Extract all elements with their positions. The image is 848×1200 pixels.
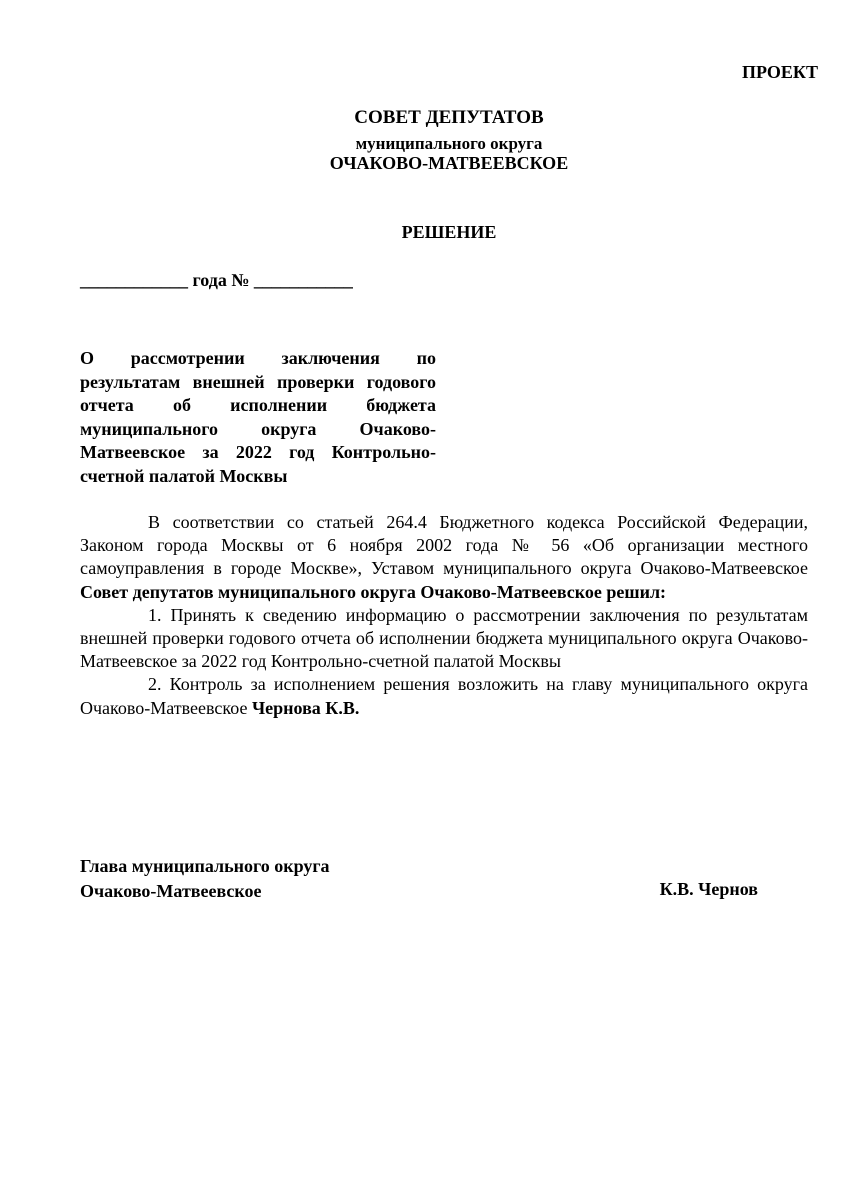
signature-name: К.В. Чернов xyxy=(659,879,758,899)
date-number-line: ____________ года № ___________ xyxy=(80,270,353,290)
document-type: РЕШЕНИЕ xyxy=(401,222,497,242)
signature-title xyxy=(80,854,330,904)
signature-title-line2: Очаково-Матвеевское xyxy=(80,881,262,901)
council-title: СОВЕТ ДЕПУТАТОВ xyxy=(354,107,544,128)
decision-body xyxy=(80,511,808,720)
preamble-paragraph xyxy=(80,511,808,604)
item-2-responsible: Чернова К.В. xyxy=(251,697,360,718)
item-2-text: 2. Контроль за исполнением решения возложить на главу муниципального округа Очаково-Матвеевское xyxy=(80,674,808,718)
signature-title-line1: Глава муниципального округа xyxy=(80,856,330,876)
preamble-text: В соответствии со статьей 264.4 Бюджетного кодекса Российской Федерации, Законом города Москвы от 6 ноября 2002 года № 56 «Об организации местного самоуправления в городе Москве», Уставом муниципального округа Очаково-Матвеевское xyxy=(80,512,808,579)
okrug-line: муниципального округа xyxy=(355,134,543,153)
district-name: ОЧАКОВО-МАТВЕЕВСКОЕ xyxy=(329,153,569,173)
draft-mark: ПРОЕКТ xyxy=(742,62,818,82)
preamble-resolution: Совет депутатов муниципального округа Очаково-Матвеевское решил: xyxy=(80,581,667,602)
item-1: 1. Принять к сведению информацию о рассмотрении заключения по результатам внешней проверки годового отчета об исполнении бюджета муниципального округа Очаково-Матвеевское за 2022 год Контрольно-счетной палатой Москвы xyxy=(80,604,808,672)
item-2-paragraph xyxy=(80,673,808,719)
decision-subject: О рассмотрении заключения по результатам внешней проверки годового отчета об исполнении бюджета муниципального округа Очаково-Матвеевское за 2022 год Контрольно-счетной палатой Москвы xyxy=(80,348,436,486)
